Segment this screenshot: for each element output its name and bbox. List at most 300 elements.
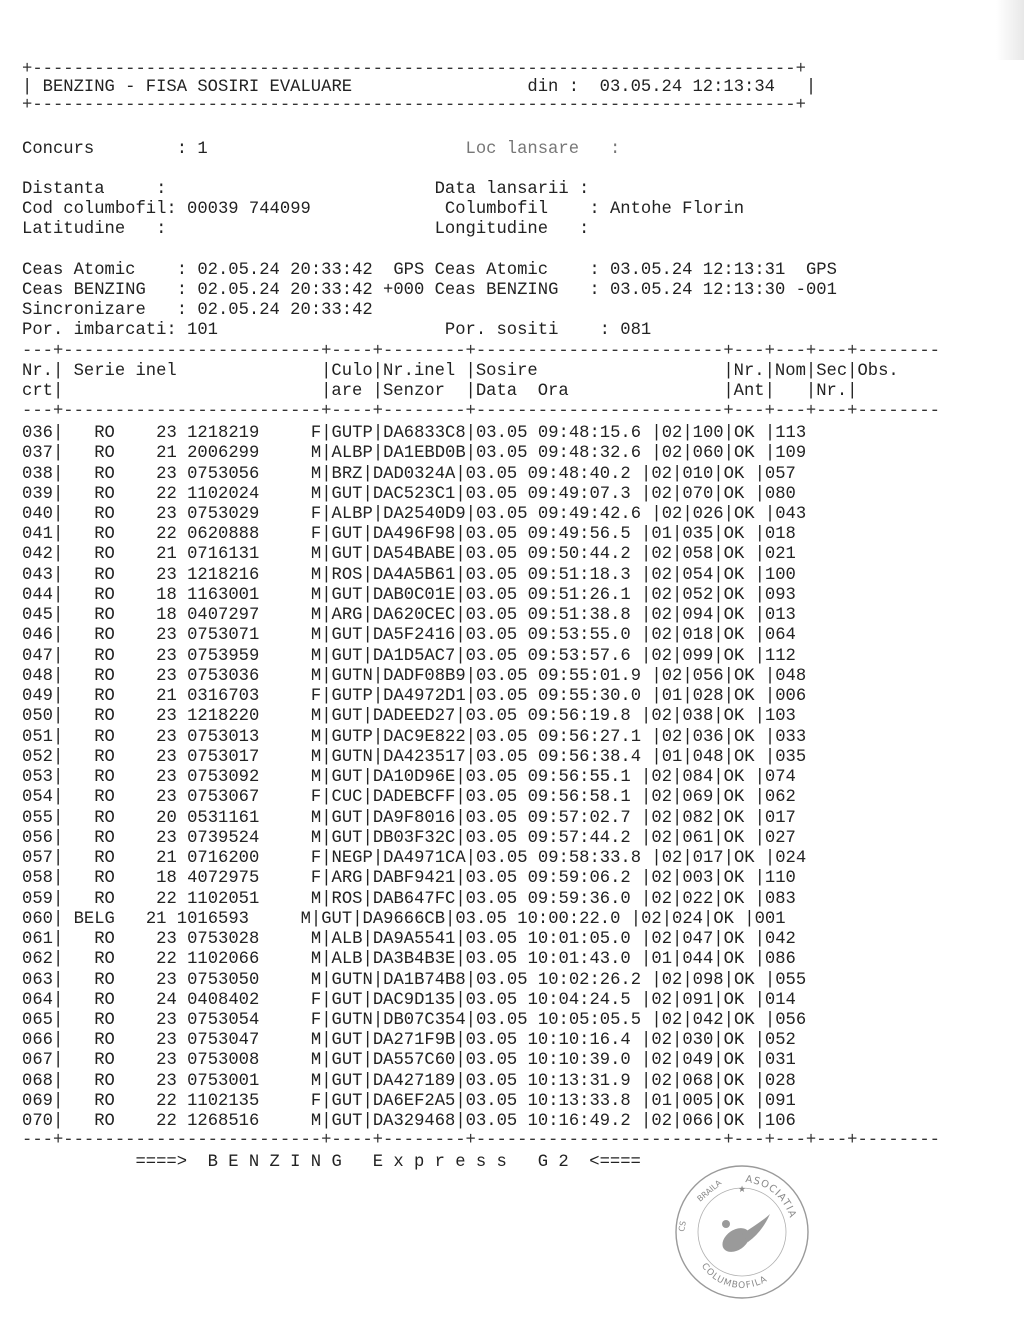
- latitudine-row: Latitudine : Longitudine :: [22, 220, 600, 239]
- nominal-number: 047: [682, 930, 714, 949]
- nominal-number: 018: [682, 626, 714, 646]
- observation: 062: [764, 788, 796, 808]
- security-status: OK: [723, 788, 745, 808]
- pigeon-color: GUTN: [331, 970, 373, 990]
- row-number: 050: [22, 707, 53, 727]
- ring-year: 22: [156, 1112, 177, 1132]
- row-number: 047: [22, 646, 53, 666]
- nominal-number: 036: [692, 727, 724, 747]
- ring-country: RO: [94, 424, 115, 443]
- arrival-date: 03.05: [465, 707, 518, 727]
- arrival-date: 03.05: [475, 666, 528, 686]
- arrival-time: 09:55:01.9: [537, 666, 642, 686]
- row-number: 057: [22, 849, 53, 868]
- arrival-date: 03.05: [475, 424, 528, 443]
- ring-country: RO: [94, 484, 115, 504]
- pigeon-sex: M: [310, 484, 322, 504]
- security-status: OK: [723, 626, 745, 646]
- pigeon-color: ALB: [331, 930, 363, 949]
- stamp-text-side: CS: [677, 1220, 688, 1233]
- arrival-date: 03.05: [465, 484, 518, 504]
- nominal-number: 068: [682, 1071, 714, 1091]
- table-row: 058| RO 18 4072975 F|ARG|DABF9421|03.05 09:59:06.2 |02|003|OK |110: [22, 869, 796, 889]
- arrival-time: 10:10:16.4: [527, 1031, 631, 1051]
- arrival-date: 03.05: [475, 849, 528, 868]
- antenna-number: 02: [651, 484, 673, 504]
- table-row: 056| RO 23 0739524 M|GUT|DB03F32C|03.05 09:57:44.2 |02|061|OK |027: [22, 828, 796, 848]
- row-number: 068: [22, 1071, 53, 1091]
- pigeon-sex: M: [310, 606, 322, 626]
- pigeon-sex: M: [310, 828, 322, 848]
- nominal-number: 003: [682, 869, 714, 889]
- nominal-number: 056: [692, 666, 724, 686]
- row-number: 038: [22, 464, 53, 484]
- antenna-number: 02: [651, 464, 673, 484]
- security-status: OK: [713, 909, 734, 929]
- antenna-number: 02: [651, 1112, 673, 1132]
- security-status: OK: [733, 747, 755, 767]
- arrival-time: 09:50:44.2: [527, 545, 631, 565]
- observation: 074: [764, 768, 796, 788]
- arrival-date: 03.05: [465, 808, 518, 828]
- ring-year: 18: [156, 869, 177, 889]
- pigeon-color: ARG: [331, 606, 363, 626]
- pigeon-sex: M: [310, 727, 322, 747]
- security-status: OK: [723, 525, 745, 545]
- observation: 110: [764, 869, 796, 889]
- arrival-date: 03.05: [465, 930, 518, 949]
- ring-number: 0716200: [187, 849, 260, 868]
- row-number: 042: [22, 545, 53, 565]
- pigeon-color: GUTN: [331, 747, 373, 767]
- nominal-number: 091: [682, 990, 714, 1010]
- sensor-id: DA6833C8: [383, 424, 466, 443]
- nominal-number: 060: [692, 444, 724, 464]
- ring-year: 22: [156, 889, 177, 909]
- antenna-number: 02: [661, 444, 683, 464]
- row-number: 055: [22, 808, 53, 828]
- ceas-atomic-label: Ceas Atomic: [22, 261, 136, 280]
- security-status: OK: [723, 930, 745, 949]
- ring-country: RO: [94, 1091, 115, 1111]
- antenna-number: 02: [651, 889, 673, 909]
- sensor-id: DAC9E822: [383, 727, 466, 747]
- security-status: OK: [723, 808, 745, 828]
- arrival-time: 09:56:58.1: [527, 788, 631, 808]
- cod-row: Cod columbofil: 00039 744099 Columbofil : Antohe Florin: [22, 200, 745, 219]
- security-status: OK: [723, 1091, 745, 1111]
- sensor-id: DADEED27: [372, 707, 456, 727]
- row-number: 064: [22, 990, 53, 1010]
- arrival-date: 03.05: [465, 788, 518, 808]
- pigeon-sex: F: [310, 1091, 322, 1111]
- ring-country: RO: [94, 707, 115, 727]
- security-status: OK: [733, 970, 755, 990]
- pigeon-color: GUT: [331, 525, 363, 545]
- antenna-number: 02: [651, 1071, 673, 1091]
- nominal-number: 005: [682, 1091, 714, 1111]
- ring-number: 0716131: [187, 545, 260, 565]
- table-row: 038| RO 23 0753056 M|BRZ|DAD0324A|03.05 09:48:40.2 |02|010|OK |057: [22, 464, 796, 484]
- header-top-border: +--------------------------------------------------------------------------+: [22, 60, 806, 79]
- pigeon-color: GUTN: [331, 666, 373, 686]
- pigeon-sex: M: [310, 930, 322, 949]
- ring-number: 1218216: [187, 565, 260, 585]
- pigeon-color: GUT: [331, 585, 363, 605]
- ring-number: 1102066: [187, 950, 260, 970]
- nominal-number: 084: [682, 768, 714, 788]
- sensor-id: DABF9421: [372, 869, 456, 889]
- row-number: 041: [22, 525, 53, 545]
- arrival-date: 03.05: [465, 889, 518, 909]
- nominal-number: 069: [682, 788, 714, 808]
- ring-year: 23: [156, 930, 177, 949]
- security-status: OK: [723, 585, 745, 605]
- ring-number: 2006299: [187, 444, 260, 464]
- observation: 031: [764, 1051, 796, 1071]
- table-row: 051| RO 23 0753013 M|GUTP|DAC9E822|03.05 09:56:27.1 |02|036|OK |033: [22, 727, 807, 747]
- arrival-date: 03.05: [465, 1112, 518, 1132]
- nominal-number: 082: [682, 808, 714, 828]
- sensor-id: DA1EBD0B: [383, 444, 466, 464]
- sensor-id: DAD0324A: [372, 464, 456, 484]
- ring-number: 0753959: [187, 646, 260, 666]
- pigeon-color: GUTP: [331, 424, 373, 443]
- observation: 086: [764, 950, 796, 970]
- pigeon-sex: M: [310, 889, 322, 909]
- sensor-id: DAB647FC: [372, 889, 456, 909]
- observation: 057: [764, 464, 796, 484]
- ring-year: 21: [145, 909, 167, 929]
- row-number: 060: [22, 909, 53, 929]
- antenna-number: 02: [651, 788, 673, 808]
- security-status: OK: [723, 545, 745, 565]
- antenna-number: 02: [651, 1051, 673, 1071]
- arrival-time: 09:48:15.6: [537, 424, 642, 443]
- arrival-date: 03.05: [475, 970, 528, 990]
- nominal-number: 066: [682, 1112, 714, 1132]
- sincronizare-row: Sincronizare : 02.05.24 20:33:42: [22, 301, 373, 320]
- ring-country: RO: [94, 828, 115, 848]
- cod-columbofil-value: 00039 744099: [187, 200, 311, 219]
- table-row: 039| RO 22 1102024 M|GUT|DAC523C1|03.05 09:49:07.3 |02|070|OK |080: [22, 484, 796, 504]
- row-number: 054: [22, 788, 53, 808]
- arrival-time: 10:00:22.0: [517, 909, 621, 929]
- sensor-id: DA423517: [383, 747, 466, 767]
- pigeon-sex: M: [310, 1071, 322, 1091]
- security-status: OK: [733, 687, 755, 707]
- ring-country: RO: [94, 666, 115, 686]
- sensor-id: DA54BABE: [372, 545, 456, 565]
- nominal-number: 100: [692, 424, 724, 443]
- table-row: 045| RO 18 0407297 M|ARG|DA620CEC|03.05 09:51:38.8 |02|094|OK |013: [22, 606, 796, 626]
- ring-number: 0753050: [187, 970, 260, 990]
- ring-year: 23: [156, 505, 177, 524]
- antenna-number: 01: [651, 1091, 673, 1111]
- ring-country: RO: [94, 525, 115, 545]
- ring-country: BELG: [73, 909, 115, 929]
- row-number: 039: [22, 484, 53, 504]
- arrival-time: 09:57:02.7: [527, 808, 631, 828]
- table-row: 069| RO 22 1102135 F|GUT|DA6EF2A5|03.05 10:13:33.8 |01|005|OK |091: [22, 1091, 796, 1111]
- latitudine-label: Latitudine: [22, 220, 126, 239]
- sincronizare-value: 02.05.24 20:33:42: [197, 301, 373, 320]
- ring-country: RO: [94, 464, 115, 484]
- ring-country: RO: [94, 1051, 115, 1071]
- ring-country: RO: [94, 1071, 115, 1091]
- row-number: 049: [22, 687, 53, 707]
- arrival-time: 09:57:44.2: [527, 828, 631, 848]
- sositi-value: 081: [620, 321, 652, 340]
- row-number: 059: [22, 889, 53, 909]
- row-number: 051: [22, 727, 53, 747]
- scan-edge-shadow: [996, 0, 1024, 60]
- observation: 106: [764, 1112, 796, 1132]
- benzing-express-banner: ====> B E N Z I N G E x p r e s s G 2 <====: [135, 1153, 641, 1172]
- antenna-number: 02: [661, 970, 683, 990]
- sincronizare-label: Sincronizare: [22, 301, 146, 320]
- sensor-id: DA620CEC: [372, 606, 456, 626]
- pigeon-color: GUT: [331, 1091, 363, 1111]
- concurs-row: Concurs : 1 Loc lansare :: [22, 140, 621, 159]
- arrival-date: 03.05: [475, 747, 528, 767]
- observation: 024: [775, 849, 807, 868]
- ring-country: RO: [94, 970, 115, 990]
- ring-number: 1102024: [187, 484, 260, 504]
- row-number: 052: [22, 747, 53, 767]
- security-status: OK: [733, 849, 755, 868]
- arrival-time: 10:01:05.0: [527, 930, 631, 949]
- arrival-time: 09:51:38.8: [527, 606, 631, 626]
- ceas-benzing-end: 03.05.24 12:13:30 -001: [609, 281, 837, 300]
- observation: 056: [775, 1011, 807, 1030]
- table-row: 043| RO 23 1218216 M|ROS|DA4A5B61|03.05 09:51:18.3 |02|054|OK |100: [22, 565, 796, 585]
- pigeon-icon: [718, 1214, 770, 1257]
- row-number: 066: [22, 1031, 53, 1051]
- table-top-border: ---+-------------------------+----+--------+------------------------+---+---+---+--------: [22, 342, 940, 361]
- ring-number: 1016593: [176, 909, 249, 929]
- arrival-time: 10:10:39.0: [527, 1051, 631, 1071]
- ring-year: 23: [156, 1071, 177, 1091]
- table-header-row-1: Nr.| Serie inel |Culo|Nr.inel |Sosire |Nr.|Nom|Sec|Obs.: [22, 362, 899, 381]
- ring-year: 18: [156, 606, 177, 626]
- table-row: 048| RO 23 0753036 M|GUTN|DADF08B9|03.05 09:55:01.9 |02|056|OK |048: [22, 666, 807, 686]
- observation: 043: [775, 505, 807, 524]
- sensor-id: DAB0C01E: [372, 585, 456, 605]
- nominal-number: 038: [682, 707, 714, 727]
- arrival-time: 09:56:27.1: [537, 727, 642, 747]
- pigeon-sex: M: [310, 565, 322, 585]
- sensor-id: DA4971CA: [383, 849, 466, 868]
- ring-year: 23: [156, 747, 177, 767]
- nominal-number: 054: [682, 565, 714, 585]
- arrival-date: 03.05: [465, 565, 518, 585]
- pigeon-sex: M: [310, 768, 322, 788]
- row-number: 046: [22, 626, 53, 646]
- pigeon-color: GUTP: [331, 727, 373, 747]
- ring-number: 0753092: [187, 768, 260, 788]
- ring-number: 0753036: [187, 666, 260, 686]
- ring-country: RO: [94, 768, 115, 788]
- nominal-number: 049: [682, 1051, 714, 1071]
- arrival-date: 03.05: [465, 1051, 518, 1071]
- distanta-label: Distanta: [22, 180, 105, 199]
- arrival-date: 03.05: [465, 869, 518, 889]
- arrival-time: 09:58:33.8: [537, 849, 642, 868]
- table-row: 068| RO 23 0753001 M|GUT|DA427189|03.05 10:13:31.9 |02|068|OK |028: [22, 1071, 796, 1091]
- pigeon-sex: M: [310, 464, 322, 484]
- pigeon-color: GUT: [331, 1051, 363, 1071]
- sensor-id: DA4A5B61: [372, 565, 456, 585]
- ring-number: 0753017: [187, 747, 260, 767]
- loc-lansare-label: Loc lansare: [465, 140, 580, 159]
- security-status: OK: [723, 565, 745, 585]
- stamp-text-left: BRAILA: [695, 1178, 724, 1204]
- nominal-number: 024: [672, 909, 703, 929]
- security-status: OK: [723, 707, 745, 727]
- table-header-row-2: crt| |are |Senzor |Data Ora |Ant| |Nr.|: [22, 382, 858, 401]
- pigeon-color: GUT: [331, 707, 363, 727]
- sensor-id: DA496F98: [372, 525, 456, 545]
- antenna-number: 02: [651, 707, 673, 727]
- pigeon-color: GUT: [331, 545, 363, 565]
- observation: 013: [764, 606, 796, 626]
- arrival-time: 10:04:24.5: [527, 990, 631, 1010]
- sensor-id: DA9666CB: [362, 909, 446, 929]
- table-header-separator: ---+-------------------------+----+--------+------------------------+---+---+---+--------: [22, 402, 940, 421]
- pigeon-sex: M: [310, 747, 322, 767]
- arrival-date: 03.05: [475, 727, 528, 747]
- ceas-atomic-start: 02.05.24 20:33:42 GPS: [197, 261, 425, 280]
- ring-number: 0753067: [187, 788, 260, 808]
- table-row: 046| RO 23 0753071 M|GUT|DA5F2416|03.05 09:53:55.0 |02|018|OK |064: [22, 626, 796, 646]
- pigeon-color: GUT: [331, 1031, 363, 1051]
- nominal-number: 052: [682, 585, 714, 605]
- columbofil-value: Antohe Florin: [609, 200, 745, 219]
- table-row: 059| RO 22 1102051 M|ROS|DAB647FC|03.05 09:59:36.0 |02|022|OK |083: [22, 889, 796, 909]
- table-row: 066| RO 23 0753047 M|GUT|DA271F9B|03.05 10:10:16.4 |02|030|OK |052: [22, 1031, 796, 1051]
- pigeon-sex: M: [310, 1051, 322, 1071]
- antenna-number: 02: [661, 424, 683, 443]
- pigeon-sex: M: [310, 626, 322, 646]
- observation: 033: [775, 727, 807, 747]
- ring-year: 23: [156, 464, 177, 484]
- row-number: 040: [22, 505, 53, 524]
- ring-number: 0408402: [187, 990, 260, 1010]
- footer-banner: [22, 1153, 641, 1173]
- ring-number: 0753008: [187, 1051, 260, 1071]
- ring-number: 0753028: [187, 930, 260, 949]
- arrival-date: 03.05: [465, 1091, 518, 1111]
- security-status: OK: [723, 1112, 745, 1132]
- pigeon-color: ALBP: [331, 444, 373, 464]
- arrival-date: 03.05: [465, 626, 518, 646]
- observation: 064: [764, 626, 796, 646]
- ring-number: 1102051: [187, 889, 260, 909]
- arrival-date: 03.05: [465, 768, 518, 788]
- antenna-number: 02: [641, 909, 662, 929]
- ring-year: 23: [156, 424, 177, 443]
- pigeon-color: ROS: [331, 565, 363, 585]
- security-status: OK: [723, 646, 745, 666]
- table-row: 037| RO 21 2006299 M|ALBP|DA1EBD0B|03.05 09:48:32.6 |02|060|OK |109: [22, 444, 807, 464]
- pigeon-color: GUTN: [331, 1011, 373, 1030]
- nominal-number: 017: [692, 849, 724, 868]
- cod-columbofil-label: Cod columbofil: [22, 200, 167, 219]
- antenna-number: 02: [651, 828, 673, 848]
- ring-number: 0739524: [187, 828, 260, 848]
- arrival-date: 03.05: [475, 687, 528, 707]
- arrival-date: 03.05: [465, 464, 518, 484]
- arrival-time: 09:49:07.3: [527, 484, 631, 504]
- table-bottom-border: ---+-------------------------+----+--------+------------------------+---+---+---+--------: [22, 1131, 940, 1150]
- observation: 055: [775, 970, 807, 990]
- sensor-id: DA271F9B: [372, 1031, 456, 1051]
- pigeon-color: GUT: [331, 1112, 363, 1132]
- ring-country: RO: [94, 687, 115, 707]
- ring-number: 1102135: [187, 1091, 260, 1111]
- sensor-id: DA3B4B3E: [372, 950, 456, 970]
- table-row: 067| RO 23 0753008 M|GUT|DA557C60|03.05 10:10:39.0 |02|049|OK |031: [22, 1051, 796, 1071]
- association-stamp: [672, 1162, 812, 1302]
- ceas-benzing-row: Ceas BENZING : 02.05.24 20:33:42 +000 Ceas BENZING : 03.05.24 12:13:30 -001: [22, 281, 837, 300]
- arrival-time: 10:05:05.5: [537, 1011, 642, 1030]
- nominal-number: 061: [682, 828, 714, 848]
- antenna-number: 02: [651, 1031, 673, 1051]
- arrival-time: 09:56:38.4: [537, 747, 642, 767]
- pigeon-sex: F: [310, 687, 322, 707]
- table-row: 060| BELG 21 1016593 M|GUT|DA9666CB|03.05 10:00:22.0 |02|024|OK |001: [22, 909, 786, 929]
- antenna-number: 02: [651, 869, 673, 889]
- ring-number: 4072975: [187, 869, 260, 889]
- ring-year: 21: [156, 849, 177, 868]
- longitudine-label: Longitudine: [434, 220, 549, 239]
- sensor-id: DAC9D135: [372, 990, 456, 1010]
- ring-year: 21: [156, 545, 177, 565]
- ring-number: 1218219: [187, 424, 260, 443]
- antenna-number: 01: [661, 687, 683, 707]
- ring-number: 1268516: [187, 1112, 260, 1132]
- arrival-date: 03.05: [465, 525, 518, 545]
- arrival-time: 10:13:31.9: [527, 1071, 631, 1091]
- observation: 006: [775, 687, 807, 707]
- observation: 100: [764, 565, 796, 585]
- pigeon-sex: M: [300, 909, 311, 929]
- antenna-number: 01: [651, 950, 673, 970]
- pigeon-color: GUT: [331, 1071, 363, 1091]
- ceas-atomic-label-2: Ceas Atomic: [434, 261, 549, 280]
- table-row: 050| RO 23 1218220 M|GUT|DADEED27|03.05 09:56:19.8 |02|038|OK |103: [22, 707, 796, 727]
- ring-year: 23: [156, 1011, 177, 1030]
- sensor-id: DA1D5AC7: [372, 646, 456, 666]
- pigeon-color: GUT: [331, 484, 363, 504]
- arrival-time: 09:59:06.2: [527, 869, 631, 889]
- antenna-number: 02: [661, 727, 683, 747]
- row-number: 037: [22, 444, 53, 464]
- pigeon-sex: M: [310, 707, 322, 727]
- sensor-id: DA427189: [372, 1071, 456, 1091]
- ring-country: RO: [94, 849, 115, 868]
- antenna-number: 02: [661, 505, 683, 524]
- row-number: 053: [22, 768, 53, 788]
- ring-number: 1163001: [187, 585, 260, 605]
- ring-number: 0407297: [187, 606, 260, 626]
- pigeon-sex: F: [310, 849, 322, 868]
- arrival-date: 03.05: [465, 828, 518, 848]
- ring-year: 23: [156, 666, 177, 686]
- ring-country: RO: [94, 788, 115, 808]
- concurs-label: Concurs: [22, 140, 95, 159]
